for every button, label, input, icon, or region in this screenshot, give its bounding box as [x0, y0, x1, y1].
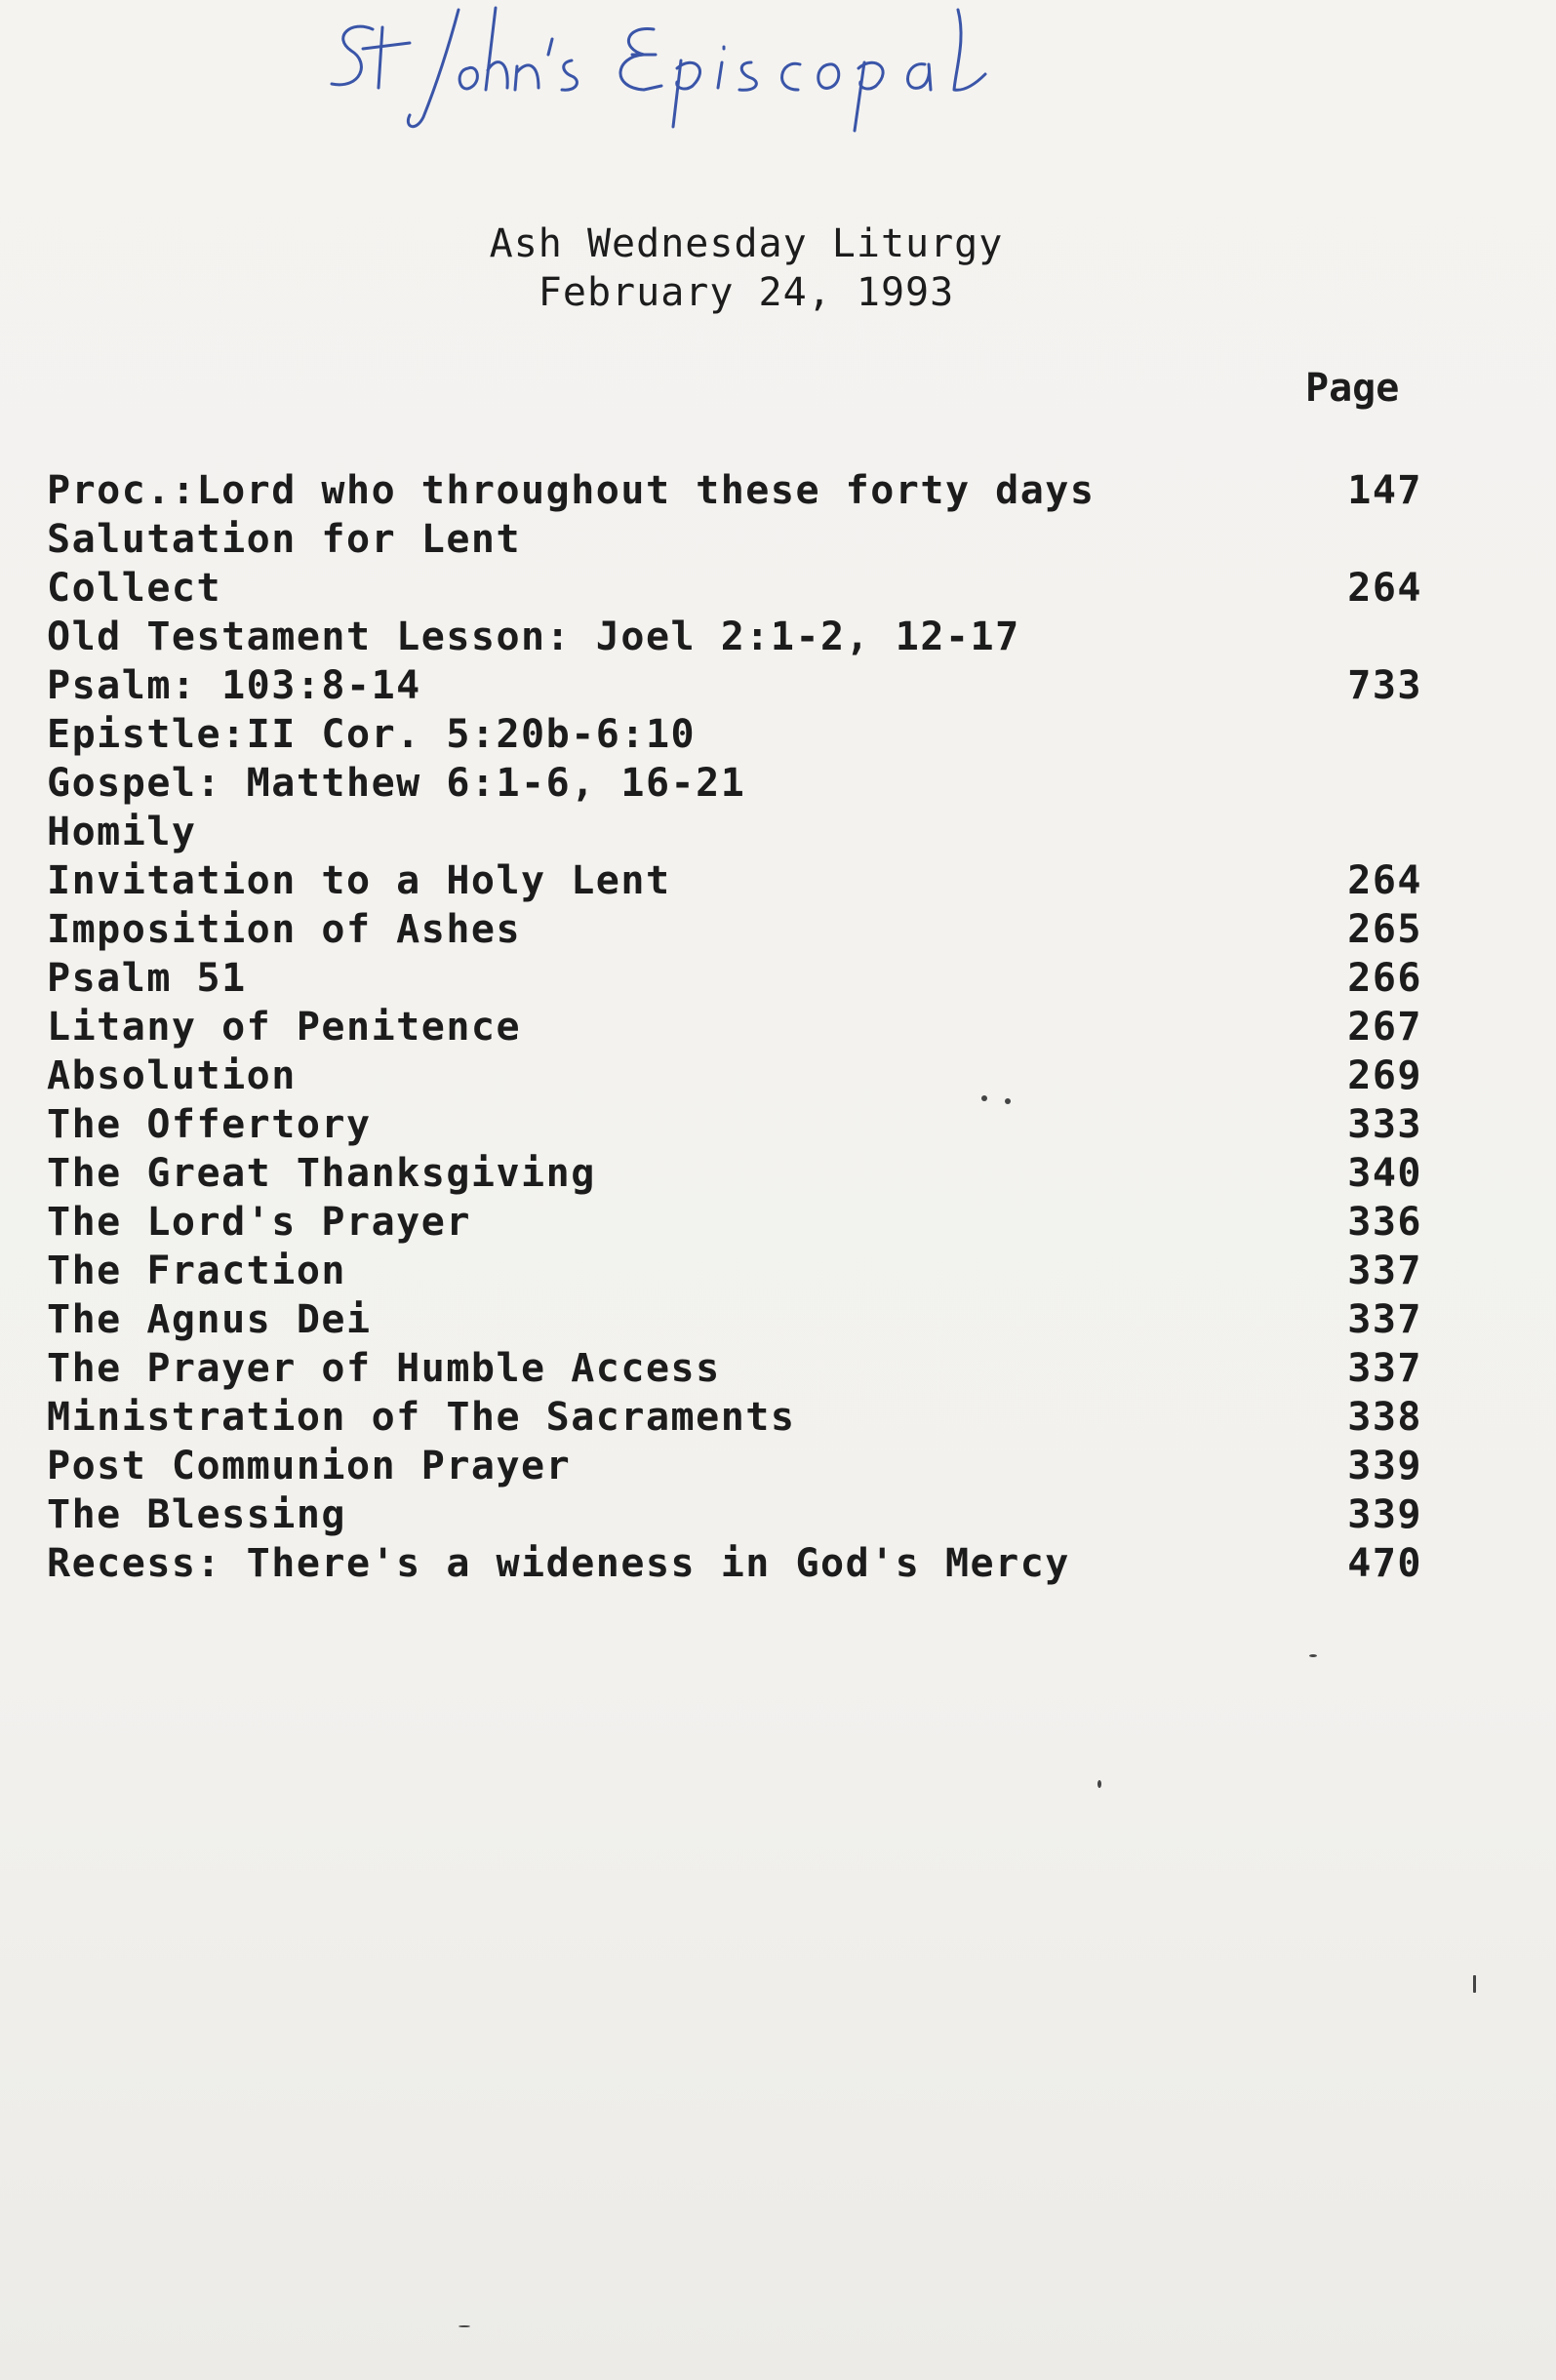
- service-entry: [47, 1051, 1422, 1100]
- service-entry-label: Salutation for Lent: [47, 517, 522, 562]
- service-entry-page: 265: [1347, 907, 1422, 952]
- service-entry-label: Gospel: Matthew 6:1-6, 16-21: [47, 761, 746, 806]
- speck-mark: [459, 2325, 470, 2327]
- service-entry: [47, 905, 1422, 954]
- speck-mark: [981, 1095, 987, 1101]
- liturgy-date: February 24, 1993: [538, 270, 955, 315]
- service-entry-label: The Agnus Dei: [47, 1297, 372, 1342]
- service-entry-label: Collect: [47, 566, 222, 611]
- order-of-service-list: [47, 466, 1422, 1588]
- service-entry-page: 336: [1347, 1200, 1422, 1245]
- service-entry: [47, 1295, 1422, 1344]
- service-entry: [47, 661, 1422, 710]
- service-entry-label: The Fraction: [47, 1249, 346, 1293]
- service-entry-label: Psalm: 103:8-14: [47, 663, 421, 708]
- service-entry: [47, 1539, 1422, 1588]
- service-entry: [47, 1003, 1422, 1051]
- service-entry: [47, 1393, 1422, 1442]
- service-entry-page: 337: [1347, 1346, 1422, 1391]
- service-entry: [47, 808, 1422, 856]
- liturgy-title: Ash Wednesday Liturgy: [489, 221, 1004, 266]
- service-entry: [47, 1100, 1422, 1149]
- service-entry-label: Recess: There's a wideness in God's Mercy: [47, 1541, 1070, 1586]
- service-entry: [47, 613, 1422, 661]
- service-entry: [47, 759, 1422, 808]
- speck-mark: [1097, 1780, 1101, 1788]
- speck-mark: [1309, 1654, 1317, 1657]
- service-entry: [47, 710, 1422, 759]
- service-entry-page: 337: [1347, 1297, 1422, 1342]
- service-entry-label: Homily: [47, 810, 197, 854]
- service-entry-page: 338: [1347, 1395, 1422, 1440]
- service-entry: [47, 515, 1422, 564]
- service-entry: [47, 564, 1422, 613]
- service-entry-page: 147: [1347, 468, 1422, 513]
- service-entry-page: 267: [1347, 1005, 1422, 1050]
- document-title: [0, 219, 1493, 317]
- service-entry: [47, 1198, 1422, 1247]
- service-entry-page: 333: [1347, 1102, 1422, 1147]
- service-entry-label: The Great Thanksgiving: [47, 1151, 596, 1196]
- service-entry-page: 470: [1347, 1541, 1422, 1586]
- service-entry-label: Ministration of The Sacraments: [47, 1395, 796, 1440]
- service-entry: [47, 1247, 1422, 1295]
- service-entry: [47, 1442, 1422, 1490]
- speck-mark: [1473, 1975, 1476, 1993]
- page-column-header: Page: [1305, 366, 1400, 411]
- service-entry-label: Post Communion Prayer: [47, 1444, 572, 1488]
- service-entry-page: 339: [1347, 1444, 1422, 1488]
- service-entry-page: 340: [1347, 1151, 1422, 1196]
- handwritten-annotation: [322, 0, 1239, 146]
- service-entry-label: Invitation to a Holy Lent: [47, 858, 671, 903]
- service-entry-label: Imposition of Ashes: [47, 907, 522, 952]
- service-entry-page: 264: [1347, 566, 1422, 611]
- service-entry-label: The Blessing: [47, 1492, 346, 1537]
- service-entry: [47, 466, 1422, 515]
- service-entry-page: 337: [1347, 1249, 1422, 1293]
- service-entry: [47, 1490, 1422, 1539]
- service-entry-page: 733: [1347, 663, 1422, 708]
- service-entry-label: Litany of Penitence: [47, 1005, 522, 1050]
- service-entry: [47, 1149, 1422, 1198]
- service-entry-page: 269: [1347, 1053, 1422, 1098]
- service-entry: [47, 856, 1422, 905]
- service-entry-label: Epistle:II Cor. 5:20b-6:10: [47, 712, 697, 757]
- service-entry-page: 266: [1347, 956, 1422, 1001]
- speck-mark: [1005, 1098, 1011, 1104]
- service-entry-label: The Lord's Prayer: [47, 1200, 471, 1245]
- service-entry-label: The Offertory: [47, 1102, 372, 1147]
- service-entry-page: 339: [1347, 1492, 1422, 1537]
- service-entry: [47, 1344, 1422, 1393]
- service-entry: [47, 954, 1422, 1003]
- service-entry-page: 264: [1347, 858, 1422, 903]
- service-entry-label: Old Testament Lesson: Joel 2:1-2, 12-17: [47, 615, 1020, 659]
- service-entry-label: Psalm 51: [47, 956, 247, 1001]
- service-entry-label: The Prayer of Humble Access: [47, 1346, 721, 1391]
- service-entry-label: Absolution: [47, 1053, 297, 1098]
- service-entry-label: Proc.:Lord who throughout these forty days: [47, 468, 1096, 513]
